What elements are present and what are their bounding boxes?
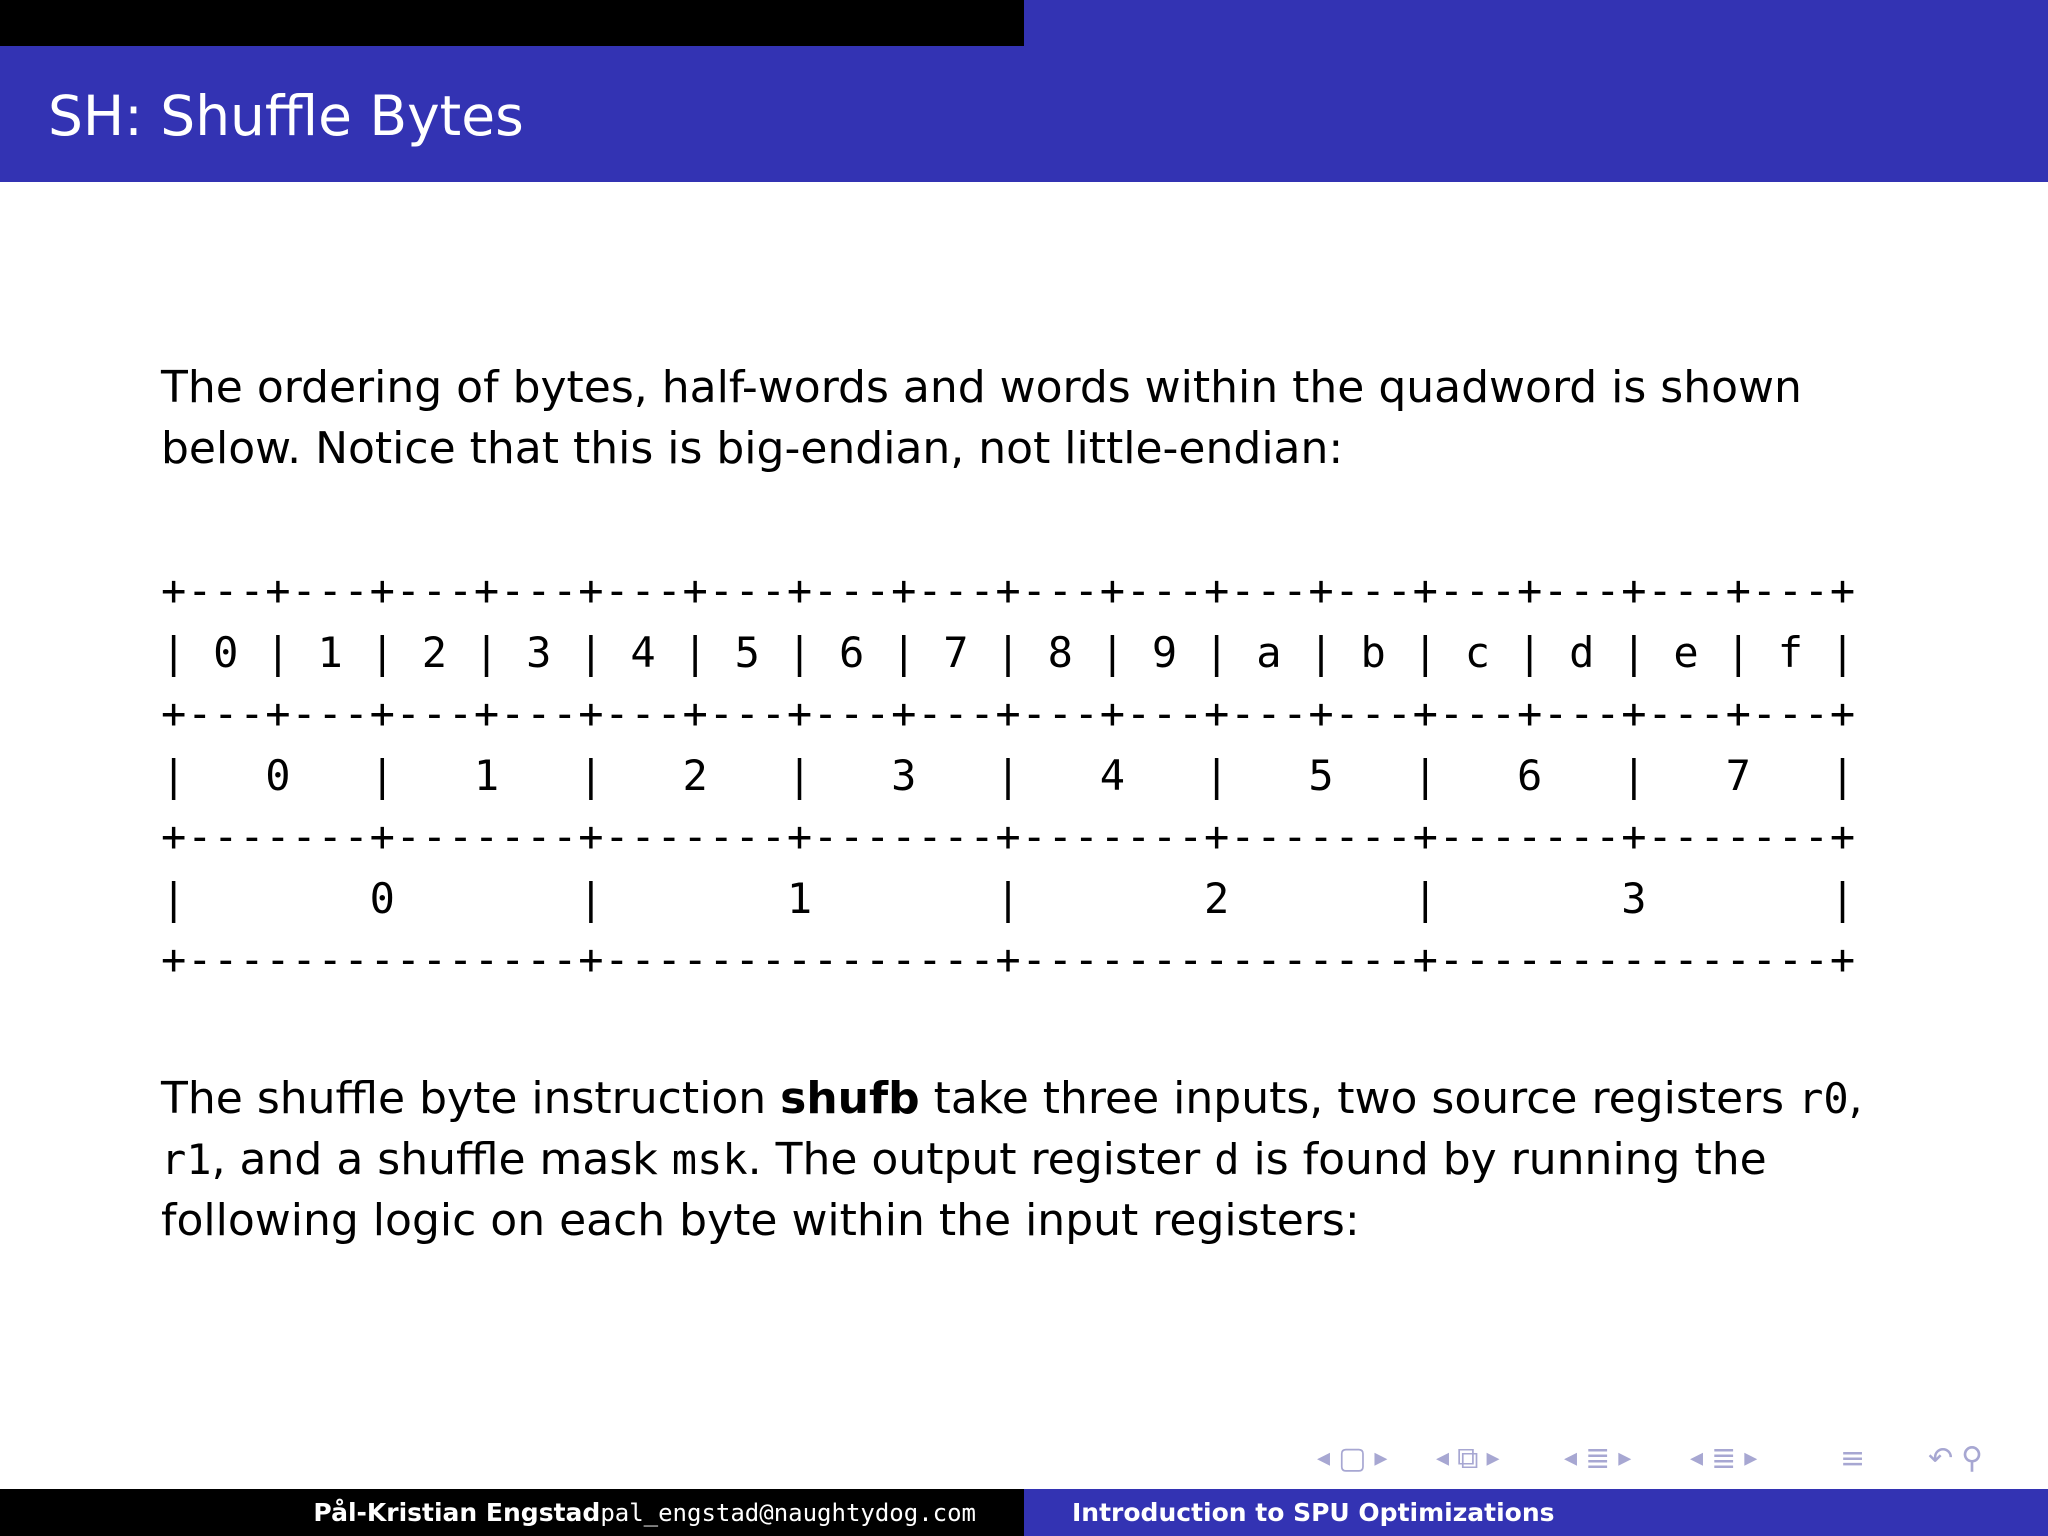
slide-title: SH: Shuffle Bytes	[48, 84, 524, 148]
intro-paragraph	[161, 357, 1901, 479]
footer-email: pal_engstad@naughtydog.com	[600, 1498, 976, 1527]
quadword-ordering-diagram: +---+---+---+---+---+---+---+---+---+---+---+---+---+---+---+---+ | 0 | 1 | 2 | 3 | 4 | 5 | 6 | 7 | 8 | 9 | a | b | c | d | e | f | +---+---+---+---+---+---+---+---+---+---+---+---+---+---+---+---+ | 0 | 1 | 2 | 3 | 4 | 5 | 6 | 7 | +-------+-------+-------+-------+-------+-------+-------+-------+ | 0 | 1 | 2 | 3 | +---------------+---------------+---------------+---------------+	[161, 566, 1856, 984]
arrow-right-icon[interactable]: ▸	[1744, 1443, 1758, 1473]
top-strip	[0, 0, 2048, 46]
title-bar	[0, 46, 2048, 182]
register-d: d	[1214, 1135, 1240, 1184]
subsection-icon[interactable]: ⧉	[1457, 1440, 1479, 1476]
register-r1: r1	[161, 1135, 212, 1184]
arrow-right-icon[interactable]: ▸	[1486, 1443, 1500, 1473]
section-icon[interactable]: ≣	[1711, 1440, 1737, 1476]
footer-author: Pål-Kristian Engstad	[313, 1498, 601, 1527]
register-msk: msk	[671, 1135, 748, 1184]
align-icon[interactable]: ≡	[1840, 1440, 1866, 1476]
arrow-left-icon[interactable]: ◂	[1436, 1443, 1450, 1473]
arrow-right-icon[interactable]: ▸	[1618, 1443, 1632, 1473]
back-icon[interactable]: ↶	[1928, 1440, 1954, 1476]
shufb-keyword: shufb	[780, 1073, 920, 1124]
section-icon[interactable]: ≣	[1585, 1440, 1611, 1476]
text: , and a shuffle mask	[211, 1134, 672, 1185]
nav-subsection-controls[interactable]	[1432, 1440, 1504, 1476]
footer-talk-title: Introduction to SPU Optimizations	[1072, 1498, 1555, 1527]
search-icon[interactable]: ⚲	[1961, 1440, 1984, 1476]
footer-author-block	[313, 1489, 976, 1536]
nav-subsubsection-controls[interactable]	[1686, 1440, 1761, 1476]
shufb-line-2	[161, 1129, 1901, 1190]
text: is found by running the	[1239, 1134, 1767, 1185]
top-strip-right	[1024, 0, 2048, 46]
shufb-line-3: following logic on each byte within the input registers:	[161, 1195, 1360, 1246]
nav-frame-controls[interactable]	[1313, 1440, 1391, 1476]
shufb-line-1	[161, 1068, 1901, 1129]
frame-icon[interactable]: ▢	[1338, 1440, 1367, 1476]
nav-section-controls[interactable]	[1560, 1440, 1635, 1476]
arrow-left-icon[interactable]: ◂	[1564, 1443, 1578, 1473]
text: take three inputs, two source registers	[919, 1073, 1799, 1124]
footer-left	[0, 1489, 1024, 1536]
text: ,	[1848, 1073, 1863, 1124]
intro-line-2: below. Notice that this is big-endian, not little-endian:	[161, 423, 1344, 474]
shufb-paragraph	[161, 1068, 1901, 1251]
text: The shuffle byte instruction	[161, 1073, 781, 1124]
nav-align-control[interactable]	[1836, 1440, 1869, 1476]
arrow-left-icon[interactable]: ◂	[1317, 1443, 1331, 1473]
arrow-right-icon[interactable]: ▸	[1374, 1443, 1388, 1473]
footer-right	[1024, 1489, 2048, 1536]
nav-search-controls[interactable]	[1924, 1440, 1987, 1476]
text: . The output register	[747, 1134, 1215, 1185]
register-r0: r0	[1798, 1074, 1849, 1123]
arrow-left-icon[interactable]: ◂	[1690, 1443, 1704, 1473]
footer	[0, 1489, 2048, 1536]
top-strip-left	[0, 0, 1024, 46]
intro-line-1: The ordering of bytes, half-words and words within the quadword is shown	[161, 362, 1802, 413]
